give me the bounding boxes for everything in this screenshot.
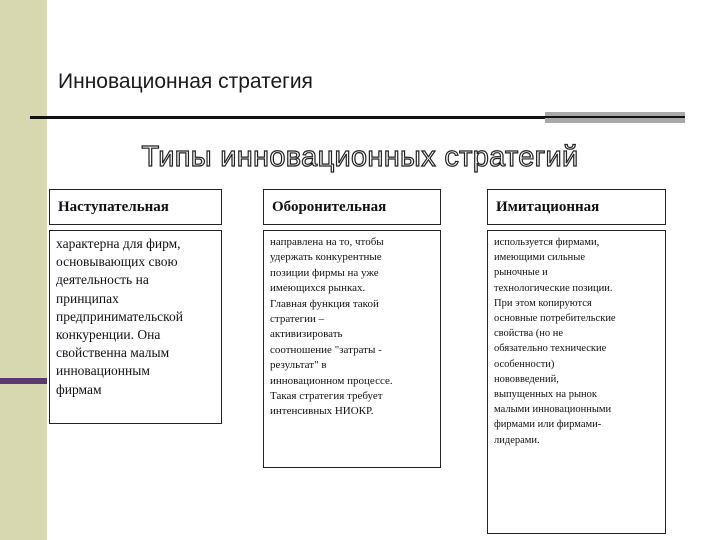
column-header-label: Имитационная	[496, 199, 600, 215]
left-accent-bar	[0, 378, 47, 384]
title-rule-block	[545, 112, 685, 123]
description-text: направлена на то, чтобы удержать конкурентные позиции фирмы на уже имеющихся рынках. Главная функция такой стратегии – активизировать соотношение "затраты - результат" в инновационном процессе. Такая стратегия требует интенсивных НИОКР.	[270, 236, 393, 418]
left-decorative-band	[0, 0, 47, 540]
slide-heading: Типы инновационных стратегий	[141, 141, 579, 173]
title-rule-line	[30, 116, 545, 119]
column-description-offensive	[49, 230, 222, 424]
slide-title: Инновационная стратегия	[58, 70, 313, 93]
column-header-label: Наступательная	[58, 199, 169, 215]
column-header-label: Оборонительная	[272, 199, 387, 215]
column-header-imitation	[487, 189, 666, 225]
column-header-defensive	[263, 189, 441, 225]
column-description-defensive	[263, 230, 441, 468]
description-text: характерна для фирм, основывающих свою деятельность на принципах предпринимательской конкуренции. Она свойственна малым инновационным фирмам	[56, 236, 184, 397]
description-text: используется фирмами, имеющими сильные рыночные и технологические позиции. При этом копируются основные потребительские свойства (но не обязательно технические особенности) нововведений, выпущенных на рынок малыми инновационными фирмами или фирмами- лидерами.	[494, 237, 616, 446]
column-description-imitation	[487, 230, 666, 534]
column-header-offensive	[49, 189, 222, 225]
